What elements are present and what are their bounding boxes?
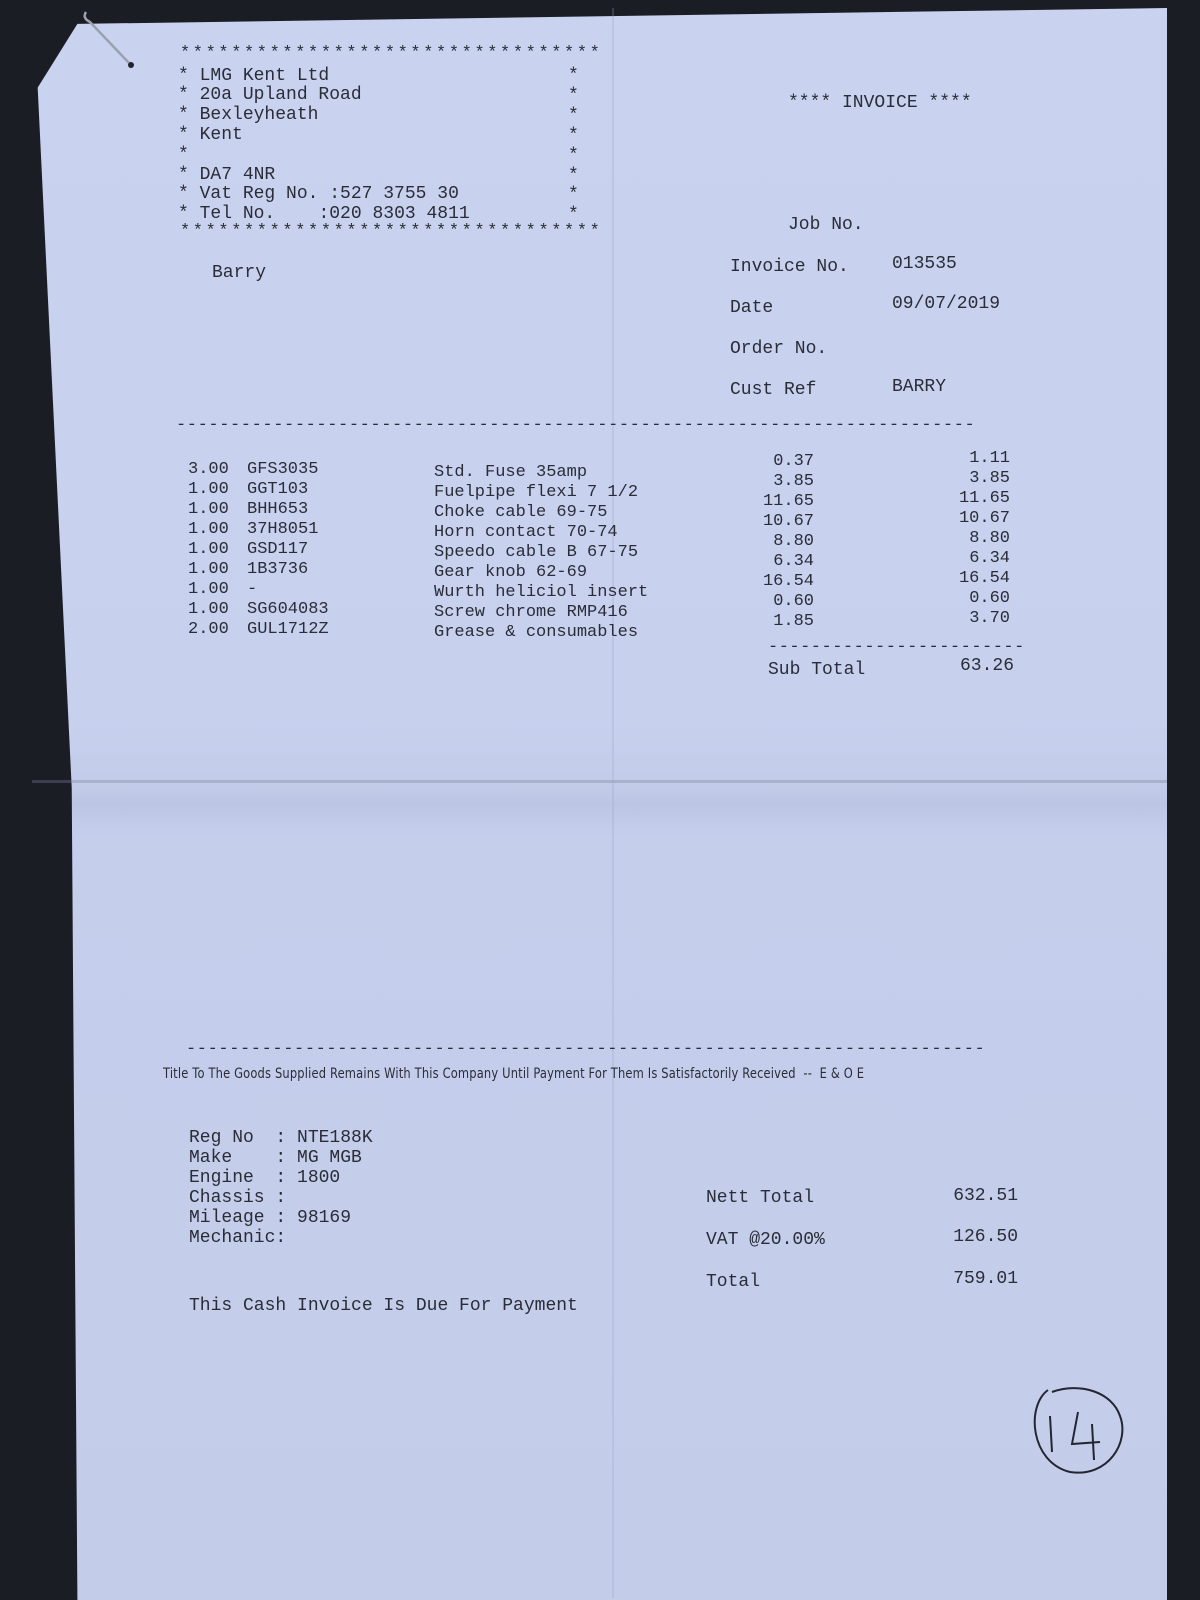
- vat-reg-label: Vat Reg No.: [199, 184, 319, 204]
- item-desc: Choke cable 69-75: [434, 503, 608, 522]
- item-qty: 1.00: [188, 500, 229, 519]
- mechanic-label: Mechanic:: [189, 1228, 287, 1248]
- nett-total-value: 632.51: [953, 1186, 1018, 1206]
- item-qty: 1.00: [188, 600, 229, 619]
- vat-label: VAT @20.00%: [706, 1230, 825, 1250]
- separator-top: --------------------------------------------------------------------------: [176, 416, 976, 435]
- total-value: 759.01: [953, 1269, 1018, 1289]
- item-unit-price: 11.65: [762, 492, 814, 511]
- total-label: Total: [706, 1272, 761, 1292]
- item-line-total: 1.11: [969, 449, 1010, 468]
- item-qty: 1.00: [188, 580, 229, 599]
- item-qty: 1.00: [188, 520, 229, 539]
- item-unit-price: 0.60: [773, 592, 814, 611]
- item-qty: 1.00: [188, 560, 229, 579]
- item-line-total: 11.65: [958, 489, 1010, 508]
- item-line-total: 0.60: [969, 589, 1010, 608]
- circled-number-icon: [1028, 1382, 1128, 1478]
- item-code: 1B3736: [247, 560, 309, 579]
- item-code: SG604083: [247, 600, 329, 619]
- invoice-no-label: Invoice No.: [730, 257, 849, 277]
- engine-value: 1800: [297, 1168, 341, 1188]
- item-unit-price: 6.34: [773, 552, 814, 571]
- invoice-no-value: 013535: [892, 254, 957, 274]
- company-address-line1: 20a Upland Road: [199, 85, 362, 105]
- company-address-line2: Bexleyheath: [199, 105, 319, 125]
- vat-value: 126.50: [953, 1227, 1018, 1247]
- item-code: BHH653: [247, 500, 309, 519]
- item-unit-price: 1.85: [773, 612, 814, 631]
- tel-value: :020 8303 4811: [318, 204, 470, 224]
- header-border-top: *********************************: [180, 44, 603, 63]
- terms-text: Title To The Goods Supplied Remains With This Company Until Payment For Them Is Satisfactorily Received -- E & O E: [163, 1066, 865, 1082]
- subtotal-label: Sub Total: [768, 660, 866, 680]
- staple-pin-icon: [80, 8, 150, 78]
- item-desc: Speedo cable B 67-75: [434, 543, 639, 562]
- item-code: GFS3035: [247, 460, 319, 479]
- company-address-line3: Kent: [199, 125, 243, 145]
- invoice-title: **** INVOICE ****: [788, 93, 972, 113]
- item-code: GUL1712Z: [247, 620, 329, 639]
- item-qty: 3.00: [188, 460, 229, 479]
- paper-fold: [32, 780, 1167, 783]
- item-desc: Horn contact 70-74: [434, 523, 618, 542]
- reg-no-label: Reg No :: [189, 1128, 287, 1148]
- company-name: LMG Kent Ltd: [199, 66, 330, 86]
- date-value: 09/07/2019: [892, 294, 1001, 314]
- subtotal-value: 63.26: [959, 656, 1014, 676]
- item-desc: Std. Fuse 35amp: [434, 463, 588, 482]
- item-line-total: 3.85: [969, 469, 1010, 488]
- separator-bottom: --------------------------------------------------------------------------: [186, 1040, 986, 1059]
- item-desc: Grease & consumables: [434, 623, 639, 642]
- item-line-total: 3.70: [969, 609, 1010, 628]
- item-code: 37H8051: [247, 520, 319, 539]
- item-unit-price: 10.67: [762, 512, 814, 531]
- order-no-label: Order No.: [730, 339, 828, 359]
- item-desc: Fuelpipe flexi 7 1/2: [434, 483, 639, 502]
- item-code: GSD117: [247, 540, 309, 559]
- header-border-bottom: *********************************: [180, 222, 603, 241]
- item-desc: Screw chrome RMP416: [434, 603, 628, 622]
- item-unit-price: 3.85: [773, 472, 814, 491]
- cust-ref-label: Cust Ref: [730, 380, 817, 400]
- vat-reg-value: :527 3755 30: [329, 184, 459, 204]
- item-desc: Gear knob 62-69: [434, 563, 588, 582]
- paper-fold-vertical: [612, 8, 614, 1598]
- date-label: Date: [730, 298, 774, 318]
- item-line-total: 6.34: [969, 549, 1010, 568]
- item-qty: 1.00: [188, 480, 229, 499]
- tel-label: Tel No.: [199, 204, 276, 224]
- subtotal-rule: ------------------------: [768, 638, 1025, 657]
- item-unit-price: 8.80: [773, 532, 814, 551]
- item-code: -: [247, 580, 258, 599]
- item-qty: 1.00: [188, 540, 229, 559]
- item-line-total: 8.80: [969, 529, 1010, 548]
- mileage-label: Mileage :: [189, 1208, 287, 1228]
- item-qty: 2.00: [188, 620, 229, 639]
- cust-ref-value: BARRY: [892, 377, 947, 397]
- chassis-label: Chassis :: [189, 1188, 287, 1208]
- handwritten-page-number: [1028, 1382, 1128, 1478]
- item-desc: Wurth heliciol insert: [434, 583, 649, 602]
- make-value: MG MGB: [297, 1148, 362, 1168]
- invoice-paper: [32, 8, 1167, 1600]
- mileage-value: 98169: [297, 1208, 352, 1228]
- nett-total-label: Nett Total: [706, 1188, 815, 1208]
- item-unit-price: 0.37: [773, 452, 814, 471]
- reg-no-value: NTE188K: [297, 1128, 373, 1148]
- company-postcode: DA7 4NR: [199, 165, 276, 185]
- item-code: GGT103: [247, 480, 309, 499]
- item-line-total: 16.54: [958, 569, 1010, 588]
- customer-name: Barry: [212, 263, 267, 283]
- due-for-payment-note: This Cash Invoice Is Due For Payment: [189, 1296, 578, 1316]
- item-line-total: 10.67: [958, 509, 1010, 528]
- make-label: Make :: [189, 1148, 287, 1168]
- job-no-label: Job No.: [788, 215, 864, 235]
- engine-label: Engine :: [189, 1168, 287, 1188]
- item-unit-price: 16.54: [762, 572, 814, 591]
